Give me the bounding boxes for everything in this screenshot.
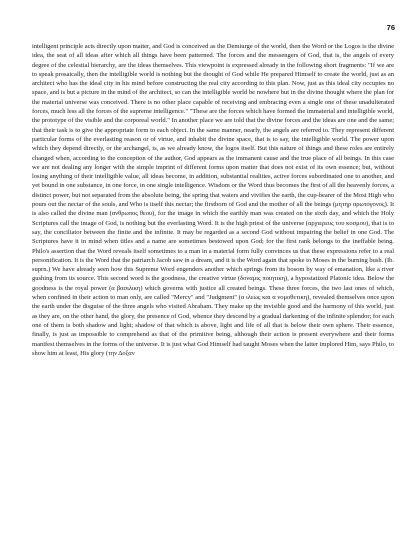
page-number: 76 [386,23,395,32]
body-text [32,42,394,358]
paragraph: intelligent principle acts directly upon matter, and God is conceived as the Demiurge of the world, then the Word or the Logos is the divine idea, the seat of all ideas after which all things have been patterned. The forces and the messengers of God, that is, the angels of every degree of the celestial hierarchy, are the ideas themselves. This viewpoint is expressed already in the following short fragments: "If we are to speak prosaically, then the intelligible world is nothing but the thought of God while He prepared Himself to create the world, just as an architect who has the ideal city in his mind before constructing the real city according to this plan. Now, just as this ideal city occupies no space, and is but a picture in the mind of the architect, so can the intelligible world be nowhere but in the divine thought where the plan for the material universe was conceived. There is no other place capable of receiving and embracing even a single one of these unadulterated forces, much less all the forces of the supreme intelligence." "These are the forces which have formed the immaterial and intelligible world, the prototype of the visible and the corporeal world." In another place we are told that the divine forces and the ideas are one and the same; that their task is to give the appropriate form to each object. In the same manner, nearly, the angels are referred to. They represent different particular forms of the everlasting reason or of virtue, and inhabit the divine space, that is to say, the intelligible world. The power upon which they depend directly, or the archangel, is, as we already know, the logos itself. But this nature of things and these roles are entirely changed when, according to the conception of the author, God appears as the immanent cause and the true place of all beings. In this case we are not dealing any longer with the simple imprint of different forms upon matter that does not exist of its own essence; but, without losing anything of their intelligible value, all ideas become, in addition, substantial realities, active forces subordinated one to another, and yet bound in one substance, in one force, in one single intelligence. Wisdom or the Word thus becomes the first of all the heavenly forces, a distinct power, but not separated from the absolute being, the spring that waters and vivifies the earth, the cup-bearer of the Most High who pours out the nectar of the souls, and Who is itself this nectar; the firstborn of God and the mother of all the beings (μητηρ αρωτογονος). It is also called the divine man (ανθρωπος θεου), for the image in which the earthly man was created on the sixth day, and which the Holy Scriptures call the image of God, is nothing but the everlasting Word. It is the high priest of the universe (αρχιερευς του κοσμου), that is to say, the conciliator between the finite and the infinite. It may be regarded as a second God without impairing the belief in one God. The Scriptures have it in mind when titles and a name are sometimes bestowed upon God; for the first rank belongs to the ineffable being. Philo's assertion that the Word reveals itself sometimes to a man in a material form fully convinces us that these expressions refer to a real personification. It is the Word that the patriarch Jacob saw in a dream, and it is the Word again that spoke to Moses in the burning bush. (Ib. suprn.) We have already seen how this Supreme Word engenders another which springs from its bosom by way of emanation, like a river gushing from its source. This second word is the goodness, the creative virtue (δοναμις ποιητικη), a hypostatized Platonic idea. Below the goodness is the royal power (α βασιλικη) which governs with justice all created beings. These three forces, the two last ones of which, when confined in their action to man only, are called "Mercy" and "Judgment" (α ιλεως και α νομοθετικη), revealed themselves once upon the earth under the disguise of the three angels who visited Abraham. They make up the invisible good and the harmony of this world, just as they are, on the other hand, the glory, the presence of God, whence they descend by a gradual darkening of the infinite splendor; for each one of them is both shadow and light; shadow of that which is above, light and life of all that is below their own sphere. Their essence, finally, is just as impossible to comprehend as that of the primitive being, although their action is present everywhere and their forms manifest themselves in the forms of the universe. It is just what God Himself had taught Moses when the latter implored Him, says Philo, to show him at least, His glory (την Δοξαν [32,43,394,357]
